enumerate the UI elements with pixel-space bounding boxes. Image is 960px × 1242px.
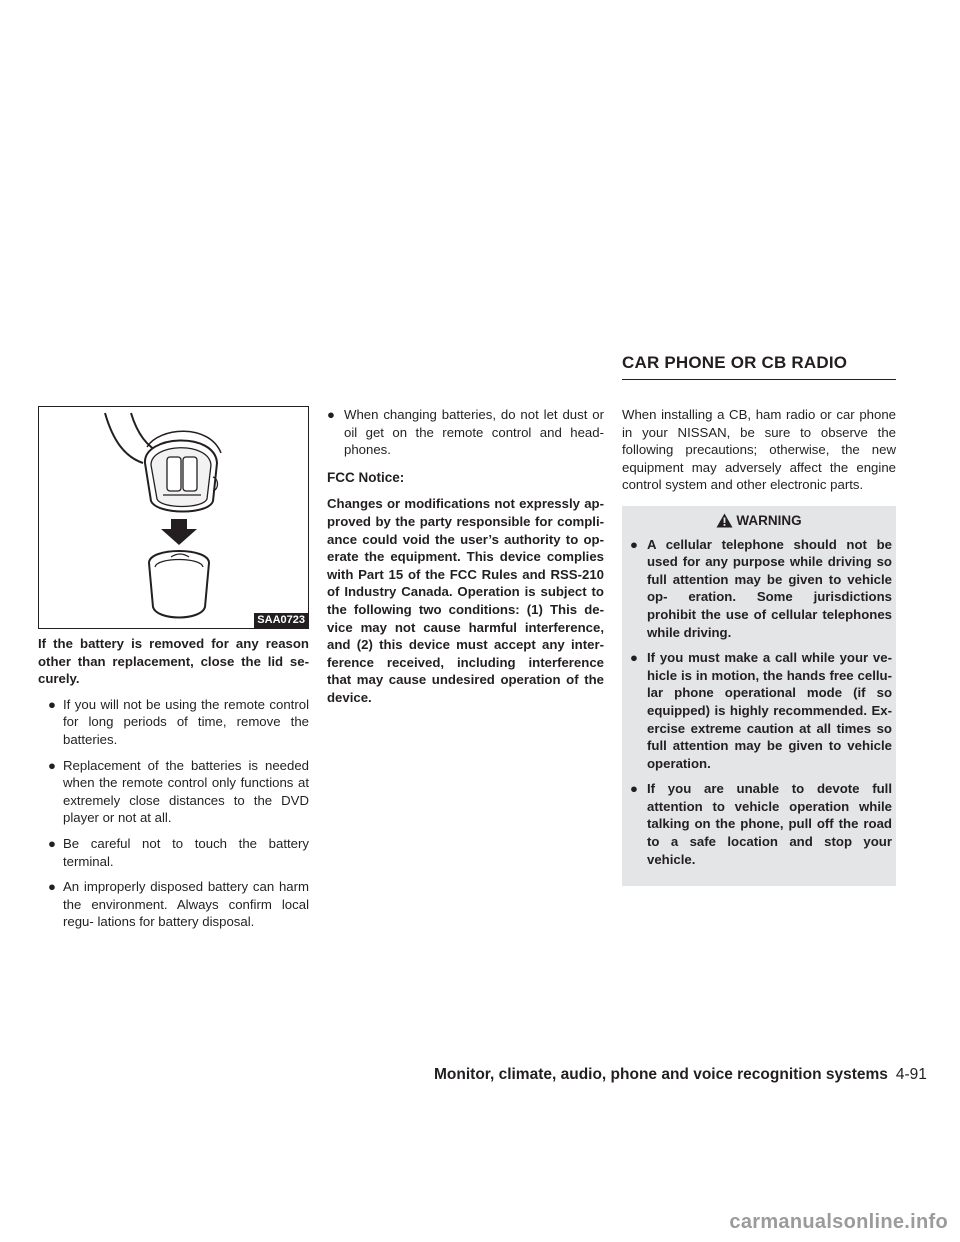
bullet-icon: ● <box>327 407 335 422</box>
column-middle <box>327 406 604 715</box>
list-item: ● When changing batteries, do not let dust or oil get on the remote control and head- phones. <box>327 407 604 458</box>
list-item: ● An improperly disposed battery can harm the environment. Always confirm local regu- lations for battery disposal. <box>48 879 309 930</box>
warning-label: WARNING <box>736 512 802 528</box>
page-number: 4-91 <box>895 1066 927 1083</box>
page-footer <box>434 1066 927 1084</box>
warning-box <box>622 506 896 886</box>
title-divider <box>622 379 896 380</box>
warning-item: ● If you are unable to devote full attention to vehicle operation while talking on the phone, pull off the road to a safe location and stop your vehicle. <box>630 781 892 867</box>
list-item: ● Replacement of the batteries is needed when the remote control only functions at extremely close distances to the DVD player or not at all. <box>48 757 309 826</box>
bullet-icon: ● <box>48 696 56 712</box>
site-watermark: carmanualsonline.info <box>729 1211 948 1233</box>
installation-intro: When installing a CB, ham radio or car phone in your NISSAN, be sure to observe the following precautions; otherwise, the new equipment may adversely affect the engine control system and other electronic parts. <box>622 407 896 493</box>
column-left <box>38 406 309 939</box>
headphone-battery-lid-drawing <box>39 407 308 628</box>
battery-compartment-illustration <box>38 406 309 629</box>
column-right <box>622 406 896 886</box>
fcc-notice-text: Changes or modifications not expressly ap- proved by the party responsible for compli- ance could void the user’s authority to op- erate the equipment. This device complies with Part 15 of the FCC Rules and RSS-210 of Industry Canada. Operation is subject to the following two conditions: (1) This de- vice may not cause harmful interference, and (2) this device must accept any inter- ference received, including interference that may cause undesired operation of the device. <box>327 496 604 705</box>
bullet-icon: ● <box>48 835 56 851</box>
warning-header <box>622 506 896 536</box>
warning-triangle-icon <box>716 513 733 528</box>
list-item: ● Be careful not to touch the battery terminal. <box>48 835 309 869</box>
list-item: ● If you will not be using the remote control for long periods of time, remove the batteries. <box>48 696 309 747</box>
bullet-icon: ● <box>630 536 638 552</box>
battery-bullet-list-continued <box>327 406 604 459</box>
bullet-icon: ● <box>48 757 56 773</box>
battery-removed-note: If the battery is removed for any reason other than replacement, close the lid se- curely. <box>38 636 309 687</box>
warning-list <box>622 536 896 869</box>
chapter-title: Monitor, climate, audio, phone and voice recognition systems <box>434 1066 888 1083</box>
battery-bullet-list <box>38 696 309 931</box>
bullet-icon: ● <box>48 879 56 895</box>
figure-code: SAA0723 <box>254 613 308 628</box>
fcc-notice-heading: FCC Notice: <box>327 469 405 485</box>
warning-item: ● If you must make a call while your ve- hicle is in motion, the hands free cellu- lar phone operational mode (if so equipped) is highly recommended. Ex- ercise extreme caution at all times so full attention may be given to vehicle operation. <box>630 650 892 771</box>
warning-item: ● A cellular telephone should not be used for any purpose while driving so full attention may be given to vehicle op- eration. Some jurisdictions prohibit the use of cellular telephones while driving. <box>630 536 892 640</box>
section-title: CAR PHONE OR CB RADIO <box>622 353 848 372</box>
bullet-icon: ● <box>630 650 638 666</box>
bullet-icon: ● <box>630 781 638 797</box>
